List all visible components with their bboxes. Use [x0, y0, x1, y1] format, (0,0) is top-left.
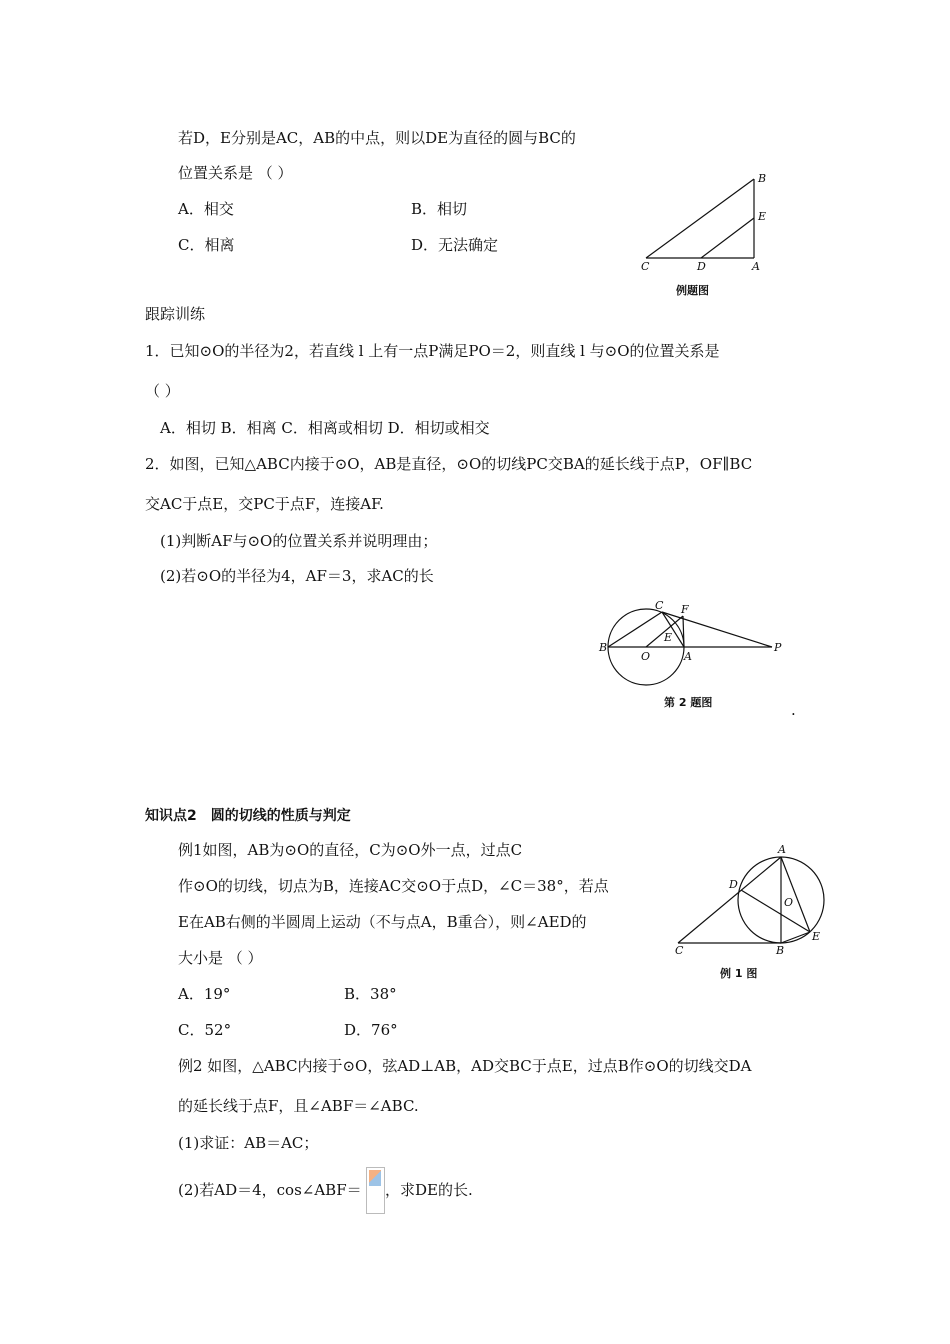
label-p: P — [774, 641, 782, 654]
label-a: A — [684, 650, 692, 663]
label-o: O — [641, 650, 651, 663]
label-d: D — [697, 260, 706, 273]
q2-line2: 交AC于点E，交PC于点F，连接AF. — [145, 495, 384, 513]
label-b: B — [599, 641, 608, 654]
top-problem-line2: 位置关系是 （ ） — [178, 164, 293, 182]
label-b: B — [776, 944, 785, 957]
top-problem-line1: 若D，E分别是AC，AB的中点，则以DE为直径的圆与BC的 — [178, 129, 576, 147]
ex1-option-d: D．76° — [344, 1021, 398, 1039]
missing-fraction-image-icon — [366, 1167, 385, 1214]
ex1-line1: 例1如图，AB为⊙O的直径，C为⊙O外一点，过点C — [178, 841, 523, 859]
label-c: C — [675, 944, 684, 957]
ex1-line3: E在AB右侧的半圆周上运动（不与点A，B重合），则∠AED的 — [178, 913, 587, 931]
ex1-figure-circle — [670, 840, 830, 960]
top-option-b: B．相切 — [411, 200, 468, 218]
ex1-option-b: B．38° — [344, 985, 397, 1003]
ex2-line2: 的延长线于点F，且∠ABF＝∠ABC. — [178, 1097, 419, 1115]
stray-dot: . — [791, 701, 796, 719]
label-c: C — [641, 260, 650, 273]
q1-options: A．相切 B．相离 C．相离或相切 D．相切或相交 — [160, 419, 490, 437]
knowledge2-heading: 知识点2 圆的切线的性质与判定 — [145, 808, 351, 824]
ex1-figure-caption: 例 1 图 — [720, 967, 758, 980]
label-o: O — [784, 896, 794, 909]
label-d: D — [729, 878, 738, 891]
label-e: E — [812, 930, 821, 943]
example-figure-triangle — [636, 170, 786, 274]
q1-line1: 1．已知⊙O的半径为2，若直线 l 上有一点P满足PO＝2，则直线 l 与⊙O的位置关系是 — [145, 342, 720, 360]
example-figure-caption: 例题图 — [676, 284, 709, 297]
label-a: A — [752, 260, 760, 273]
label-e: E — [758, 210, 767, 223]
ex1-option-a: A．19° — [178, 985, 231, 1003]
ex2-part1: (1)求证：AB＝AC； — [178, 1134, 319, 1152]
q2-line1: 2．如图，已知△ABC内接于⊙O，AB是直径，⊙O的切线PC交BA的延长线于点P，OF∥BC — [145, 455, 753, 473]
label-f: F — [681, 603, 689, 616]
top-option-c: C．相离 — [178, 236, 235, 254]
q1-line2: （ ） — [145, 382, 180, 400]
q2-figure-caption: 第 2 题图 — [664, 696, 713, 709]
ex1-option-c: C．52° — [178, 1021, 232, 1039]
ex1-line2: 作⊙O的切线，切点为B，连接AC交⊙O于点D，∠C＝38°，若点 — [178, 877, 609, 895]
top-option-a: A．相交 — [178, 200, 234, 218]
label-a: A — [778, 843, 786, 856]
q2-figure-circle — [596, 598, 796, 688]
q2-part2: (2)若⊙O的半径为4，AF＝3，求AC的长 — [160, 567, 434, 585]
label-c: C — [655, 599, 664, 612]
top-option-d: D．无法确定 — [411, 236, 499, 254]
label-e: E — [664, 631, 673, 644]
ex2-part2-b: ，求DE的长. — [385, 1181, 473, 1199]
ex1-line4: 大小是 （ ） — [178, 949, 263, 967]
ex2-line1: 例2 如图，△ABC内接于⊙O，弦AD⊥AB，AD交BC于点E，过点B作⊙O的切线交DA — [178, 1057, 752, 1075]
training-heading: 跟踪训练 — [145, 305, 206, 323]
label-b: B — [758, 172, 767, 185]
q2-part1: (1)判断AF与⊙O的位置关系并说明理由； — [160, 532, 438, 550]
ex2-part2-a: (2)若AD＝4，cos∠ABF＝ — [178, 1181, 362, 1199]
